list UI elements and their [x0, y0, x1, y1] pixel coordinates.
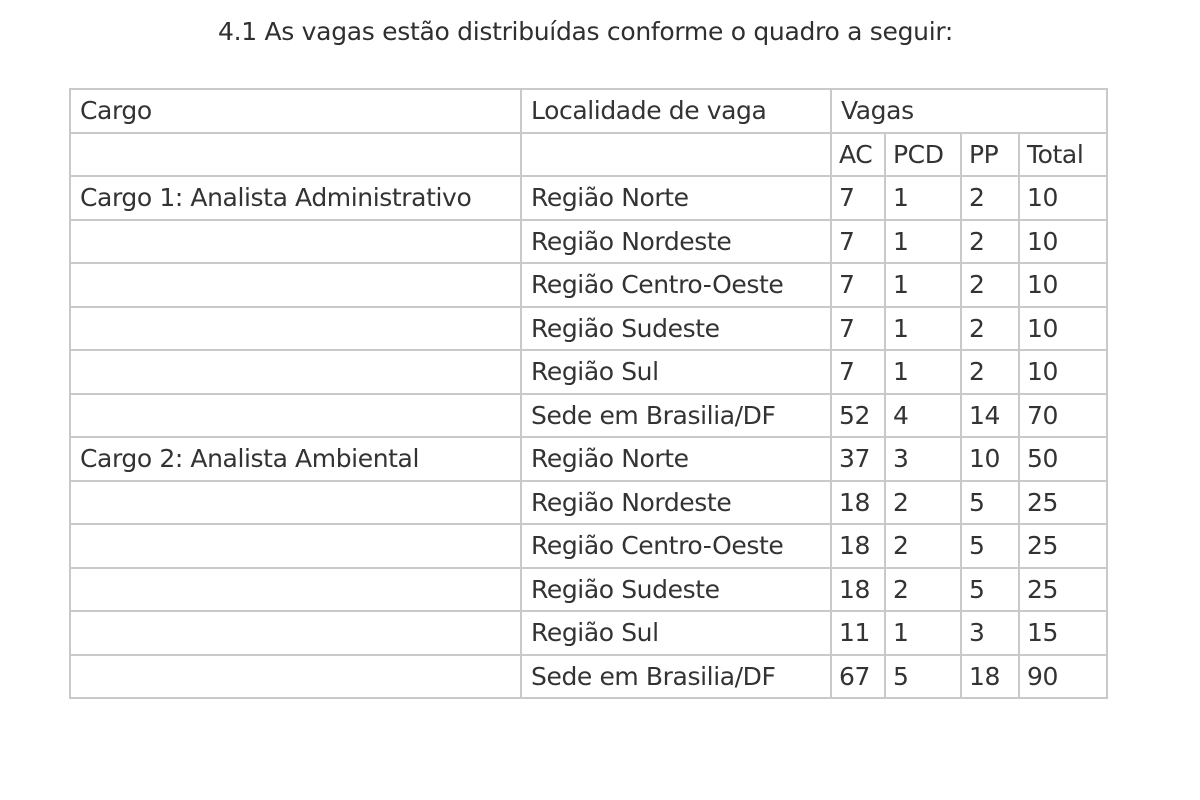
cell-pcd: 4: [885, 394, 961, 438]
cell-pcd: 2: [885, 524, 961, 568]
cell-ac: 7: [831, 220, 885, 264]
header-localidade: Localidade de vaga: [521, 89, 831, 133]
cell-pp: 3: [961, 611, 1019, 655]
cell-cargo: Cargo 2: Analista Ambiental: [70, 437, 521, 481]
cell-ac: 18: [831, 481, 885, 525]
cell-total: 10: [1019, 176, 1107, 220]
cell-cargo: [70, 394, 521, 438]
cell-total: 25: [1019, 568, 1107, 612]
cell-total: 25: [1019, 481, 1107, 525]
cell-pcd: 3: [885, 437, 961, 481]
cell-localidade: Região Norte: [521, 176, 831, 220]
cell-ac: 7: [831, 263, 885, 307]
cell-pp: 5: [961, 524, 1019, 568]
cell-ac: 11: [831, 611, 885, 655]
table-row: [70, 655, 1107, 699]
subheader-pcd: PCD: [885, 133, 961, 177]
subheader-empty-localidade: [521, 133, 831, 177]
cell-ac: 7: [831, 176, 885, 220]
table-row: [70, 481, 1107, 525]
cell-pp: 2: [961, 176, 1019, 220]
cell-ac: 67: [831, 655, 885, 699]
cell-localidade: Região Sudeste: [521, 307, 831, 351]
cell-cargo: [70, 655, 521, 699]
cell-total: 70: [1019, 394, 1107, 438]
header-cargo: Cargo: [70, 89, 521, 133]
table-row: [70, 307, 1107, 351]
table-row: [70, 394, 1107, 438]
cell-pcd: 1: [885, 307, 961, 351]
subheader-empty-cargo: [70, 133, 521, 177]
table-row: [70, 524, 1107, 568]
cell-pp: 2: [961, 350, 1019, 394]
intro-text: 4.1 As vagas estão distribuídas conforme o quadro a seguir:: [218, 17, 954, 46]
cell-pp: 14: [961, 394, 1019, 438]
cell-cargo: [70, 611, 521, 655]
cell-pcd: 1: [885, 220, 961, 264]
subheader-total: Total: [1019, 133, 1107, 177]
cell-total: 50: [1019, 437, 1107, 481]
cell-pp: 5: [961, 568, 1019, 612]
cell-cargo: [70, 263, 521, 307]
cell-localidade: Região Sudeste: [521, 568, 831, 612]
table-row: [70, 176, 1107, 220]
cell-localidade: Região Centro-Oeste: [521, 263, 831, 307]
table-row: [70, 568, 1107, 612]
header-vagas: Vagas: [831, 89, 1107, 133]
cell-total: 10: [1019, 263, 1107, 307]
cell-pcd: 2: [885, 568, 961, 612]
cell-total: 10: [1019, 350, 1107, 394]
cell-ac: 18: [831, 568, 885, 612]
cell-localidade: Região Nordeste: [521, 481, 831, 525]
cell-localidade: Região Nordeste: [521, 220, 831, 264]
cell-pcd: 1: [885, 350, 961, 394]
table-row: [70, 350, 1107, 394]
cell-pp: 2: [961, 220, 1019, 264]
cell-pcd: 5: [885, 655, 961, 699]
cell-localidade: Região Centro-Oeste: [521, 524, 831, 568]
table-row: [70, 611, 1107, 655]
cell-localidade: Sede em Brasilia/DF: [521, 394, 831, 438]
cell-total: 10: [1019, 220, 1107, 264]
table-row: [70, 437, 1107, 481]
subheader-pp: PP: [961, 133, 1019, 177]
cell-total: 10: [1019, 307, 1107, 351]
cell-pcd: 1: [885, 263, 961, 307]
cell-cargo: [70, 524, 521, 568]
table-row: [70, 263, 1107, 307]
cell-localidade: Sede em Brasilia/DF: [521, 655, 831, 699]
cell-cargo: [70, 307, 521, 351]
cell-cargo: [70, 350, 521, 394]
cell-ac: 37: [831, 437, 885, 481]
cell-total: 90: [1019, 655, 1107, 699]
cell-cargo: [70, 220, 521, 264]
cell-cargo: [70, 481, 521, 525]
vagas-table: [69, 88, 1108, 699]
cell-localidade: Região Norte: [521, 437, 831, 481]
cell-localidade: Região Sul: [521, 611, 831, 655]
cell-total: 15: [1019, 611, 1107, 655]
cell-pcd: 1: [885, 611, 961, 655]
table-header-row: [70, 89, 1107, 133]
cell-ac: 7: [831, 350, 885, 394]
cell-pcd: 2: [885, 481, 961, 525]
cell-pp: 10: [961, 437, 1019, 481]
cell-localidade: Região Sul: [521, 350, 831, 394]
cell-pp: 2: [961, 307, 1019, 351]
cell-ac: 52: [831, 394, 885, 438]
cell-total: 25: [1019, 524, 1107, 568]
cell-pcd: 1: [885, 176, 961, 220]
table-subheader-row: [70, 133, 1107, 177]
subheader-ac: AC: [831, 133, 885, 177]
cell-cargo: Cargo 1: Analista Administrativo: [70, 176, 521, 220]
cell-pp: 5: [961, 481, 1019, 525]
cell-ac: 7: [831, 307, 885, 351]
cell-ac: 18: [831, 524, 885, 568]
cell-pp: 18: [961, 655, 1019, 699]
cell-cargo: [70, 568, 521, 612]
cell-pp: 2: [961, 263, 1019, 307]
table-row: [70, 220, 1107, 264]
